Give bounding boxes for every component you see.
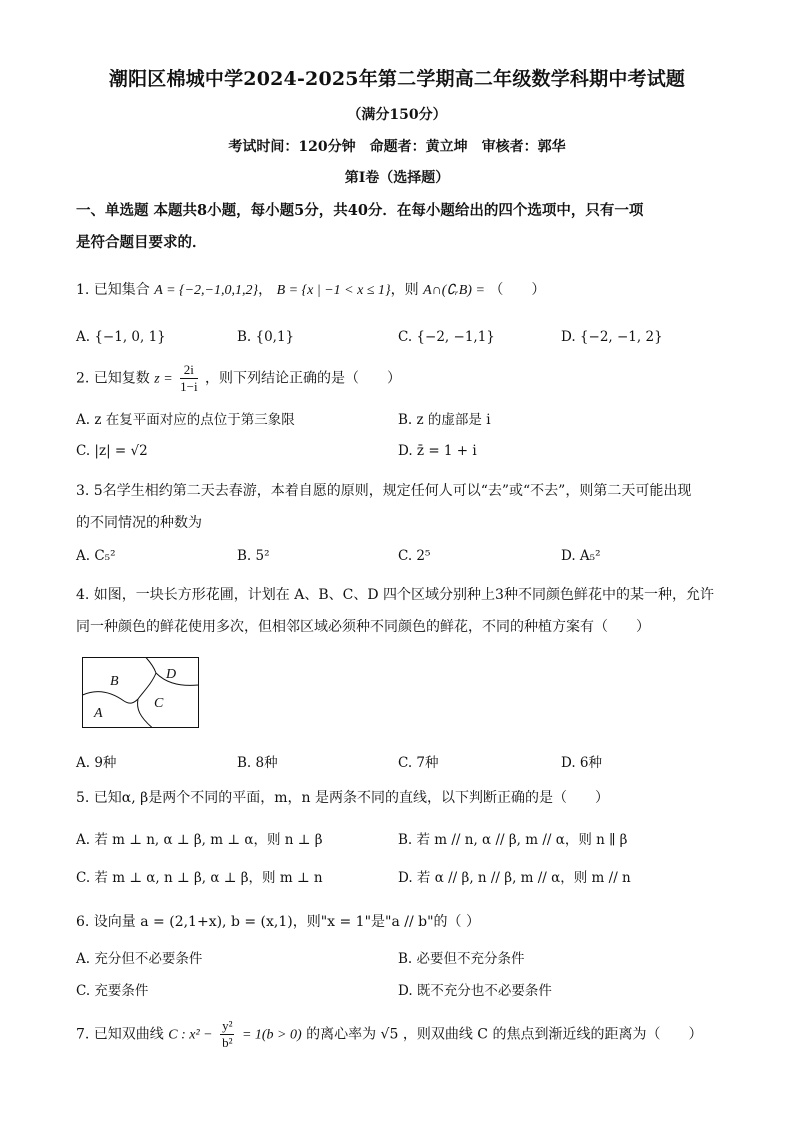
q7-prefix: 7. 已知双曲线 — [76, 1026, 164, 1043]
q7-suffix: 的离心率为 √5 ，则双曲线 C 的焦点到渐近线的距离为（ ） — [306, 1026, 703, 1043]
q3-option-b: B. 5² — [237, 548, 270, 564]
q5-option-c: C. 若 m ⊥ α, n ⊥ β, α ⊥ β，则 m ⊥ n — [76, 870, 323, 886]
q2-suffix: ，则下列结论正确的是（ ） — [205, 370, 402, 387]
instructions-line2: 是符合题目要求的． — [76, 234, 207, 251]
q6-option-a: A. 充分但不必要条件 — [76, 951, 203, 967]
q2-option-d: D. z̄ = 1 + i — [398, 443, 477, 459]
q4-option-d: D. 6种 — [561, 755, 603, 771]
question-3-line1: 3. 5名学生相约第二天去春游，本着自愿的原则，规定任何人可以“去”或“不去”，则第二天可能出现 — [76, 483, 692, 499]
q6-option-d: D. 既不充分也不必要条件 — [398, 983, 552, 999]
q2-denominator: 1−i — [180, 379, 198, 394]
q5-option-d: D. 若 α // β, n // β, m // α，则 m // n — [398, 870, 631, 886]
region-label-c: C — [154, 696, 164, 711]
question-6-stem: 6. 设向量 a = (2,1+x), b = (x,1)，则"x = 1"是"a // b"的（ ） — [76, 914, 481, 930]
q2-numerator: 2i — [180, 362, 197, 379]
q1-option-a: A. {−1, 0, 1} — [76, 329, 166, 345]
question-7-stem — [76, 1018, 702, 1051]
q2-fraction — [180, 362, 197, 395]
exam-title: 潮阳区棉城中学2024-2025年第二学期高二年级数学科期中考试题 — [108, 68, 686, 90]
q1-blank: （ ） — [489, 282, 546, 298]
boundary-b-d — [146, 658, 156, 674]
q3-option-c: C. 2⁵ — [398, 548, 431, 564]
q5-option-b: B. 若 m // n, α // β, m // α，则 n ∥ β — [398, 832, 628, 848]
full-marks: （满分150分） — [347, 107, 447, 123]
flowerbed-figure — [82, 657, 200, 729]
question-5-stem: 5. 已知α, β是两个不同的平面，m，n 是两条不同的直线，以下判断正确的是（ ） — [76, 790, 609, 806]
q4-option-a: A. 9种 — [76, 755, 117, 771]
q1-set-b: B = {x | −1 < x ≤ 1} — [276, 283, 391, 298]
exam-info: 考试时间：120分钟 命题者：黄立坤 审核者：郭华 — [228, 139, 566, 155]
q1-expr: A∩(∁ᵣB) = — [423, 283, 485, 298]
region-label-b: B — [110, 674, 119, 689]
q1-set-a: A = {−2,−1,0,1,2} — [154, 283, 259, 298]
q2-option-b: B. z 的虚部是 i — [398, 412, 491, 428]
q1-option-d: D. {−2, −1, 2} — [561, 329, 663, 345]
q7-fraction — [220, 1018, 234, 1051]
q1-prefix: 1. 已知集合 — [76, 282, 150, 298]
q7-lhs: C : x² − — [168, 1027, 213, 1043]
q2-prefix: 2. 已知复数 — [76, 370, 150, 387]
q7-numerator: y² — [222, 1018, 233, 1033]
region-label-d: D — [166, 667, 177, 682]
question-3-line2: 的不同情况的种数为 — [76, 515, 202, 531]
question-4-line1: 4. 如图，一块长方形花圃，计划在 A、B、C、D 四个区域分别种上3种不同颜色鲜花中的某一种，允许 — [76, 587, 714, 603]
q3-option-a: A. C₅² — [76, 548, 116, 564]
q4-option-b: B. 8种 — [237, 755, 278, 771]
q6-option-c: C. 充要条件 — [76, 983, 149, 999]
q2-option-a: A. z 在复平面对应的点位于第三象限 — [76, 412, 295, 428]
q6-option-b: B. 必要但不充分条件 — [398, 951, 525, 967]
boundary-a-c — [138, 699, 152, 728]
q5-option-a: A. 若 m ⊥ n, α ⊥ β, m ⊥ α，则 n ⊥ β — [76, 832, 323, 848]
q2-option-c: C. |z| = √2 — [76, 443, 148, 459]
q1-option-b: B. {0,1} — [237, 329, 295, 345]
q1-option-c: C. {−2, −1,1} — [398, 329, 495, 345]
boundary-a-b — [83, 692, 139, 704]
region-label-a: A — [94, 706, 103, 721]
section-title: 第Ⅰ卷（选择题） — [344, 170, 450, 186]
instructions-line1: 一、单选题 本题共8小题，每小题5分，共40分．在每小题给出的四个选项中，只有一项 — [76, 202, 644, 219]
question-4-line2: 同一种颜色的鲜花使用多次，但相邻区域必须种不同颜色的鲜花，不同的种植方案有（ ） — [76, 619, 650, 635]
q7-denominator: b² — [222, 1035, 233, 1050]
boundary-c-d — [156, 673, 199, 685]
q7-rhs: = 1(b > 0) — [241, 1027, 302, 1043]
question-1-stem: 1. 已知集合 A = {−2,−1,0,1,2}， B = {x | −1 < x ≤ 1}，则 A∩(∁ᵣB) = （ ） — [76, 282, 546, 298]
question-2-stem — [76, 362, 401, 395]
q4-option-c: C. 7种 — [398, 755, 439, 771]
q3-option-d: D. A₅² — [561, 548, 601, 564]
q2-lhs: z = — [154, 371, 173, 387]
q1-ask: ，则 — [390, 282, 419, 298]
